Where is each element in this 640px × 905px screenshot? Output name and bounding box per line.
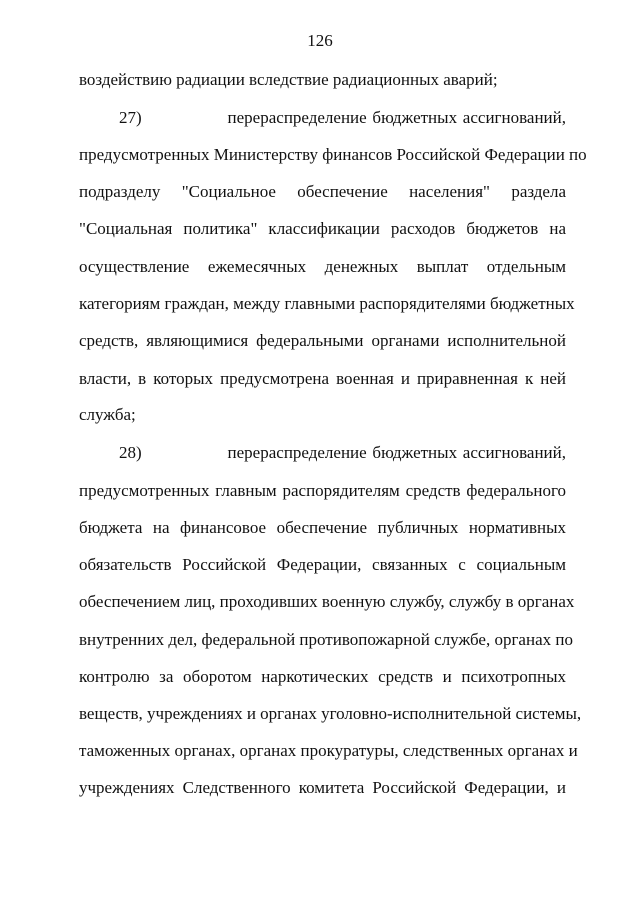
text-line-10: служба; [79,405,136,424]
text-line-20: учреждениях Следственного комитета Российской Федерации, и [79,778,566,797]
text-line-5: "Социальная политика" классификации расходов бюджетов на [79,219,566,238]
text-line-7: категориям граждан, между главными распорядителями бюджетных [79,294,575,313]
text-line-12: предусмотренных главным распорядителям средств федерального [79,481,566,500]
text-line-13: бюджета на финансовое обеспечение публичных нормативных [79,518,566,537]
text-line-15: обеспечением лиц, проходивших военную службу, службу в органах [79,592,575,611]
text-line-14: обязательств Российской Федерации, связанных с социальным [79,555,566,574]
text-line-6: осуществление ежемесячных денежных выплат отдельным [79,257,566,276]
text-line-2: 27) перераспределение бюджетных ассигнований, [119,108,566,127]
text-line-11: 28) перераспределение бюджетных ассигнований, [119,443,566,462]
text-line-19: таможенных органах, органах прокуратуры, следственных органах и [79,741,578,760]
text-line-18: веществ, учреждениях и органах уголовно-исполнительной системы, [79,704,582,723]
text-line-9: власти, в которых предусмотрена военная и приравненная к ней [79,369,566,388]
text-line-16: внутренних дел, федеральной противопожарной службе, органах по [79,630,573,649]
text-line-17: контролю за оборотом наркотических средств и психотропных [79,667,566,686]
text-line-1: воздействию радиации вследствие радиационных аварий; [79,70,498,89]
text-line-4: подразделу "Социальное обеспечение населения" раздела [79,182,566,201]
page-number: 126 [307,31,333,50]
text-line-8: средств, являющимися федеральными органами исполнительной [79,331,566,350]
text-line-3: предусмотренных Министерству финансов Российской Федерации по [79,145,587,164]
